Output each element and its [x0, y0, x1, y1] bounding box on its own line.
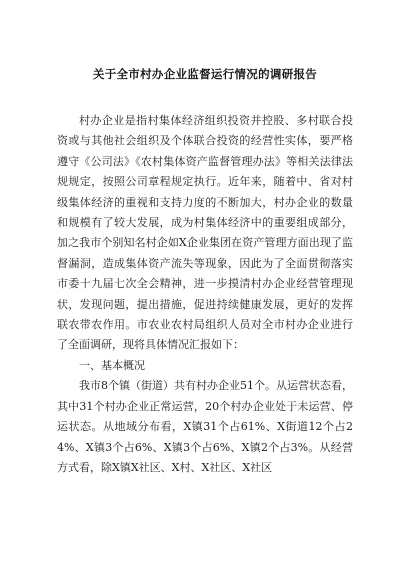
document-body	[57, 111, 353, 478]
intro-paragraph: 村办企业是指村集体经济组织投资并控股、多村联合投资或与其他社会组织及个体联合投资的经营性实体，要严格遵守《公司法》《农村集体资产监督管理办法》等相关法律法规规定，按照公司章程规定执行。近年来，随着中、省对村级集体经济的重视和支持力度的不断加大，村办企业的数量和规模有了较大发展，成为村集体经济中的重要组成部分，加之我市个别知名村企如X企业集团在资产管理方面出现了监督漏洞，造成集体资产流失等现象，因此为了全面贯彻落实市委十九届七次全会精神，进一步摸清村办企业经营管理现状，发现问题，提出措施，促进持续健康发展，更好的发挥联农带农作用。市农业农村局组织人员对全市村办企业进行了全面调研，现将具体情况汇报如下：	[57, 114, 353, 352]
document-title: 关于全市村办企业监督运行情况的调研报告	[92, 67, 318, 81]
section-paragraph: 我市8个镇（街道）共有村办企业51个。从运营状态看，其中31个村办企业正常运营，20个村办企业处于未运营、停运状态。从地域分布看，X镇31个占61%、X街道12个占24%、X镇3个占6%、X镇3个占6%、X镇2个占3%。从经营方式看，除X镇X社区、X村、X社区、X社区	[57, 379, 353, 474]
section-heading: 一、基本概况	[79, 358, 145, 372]
